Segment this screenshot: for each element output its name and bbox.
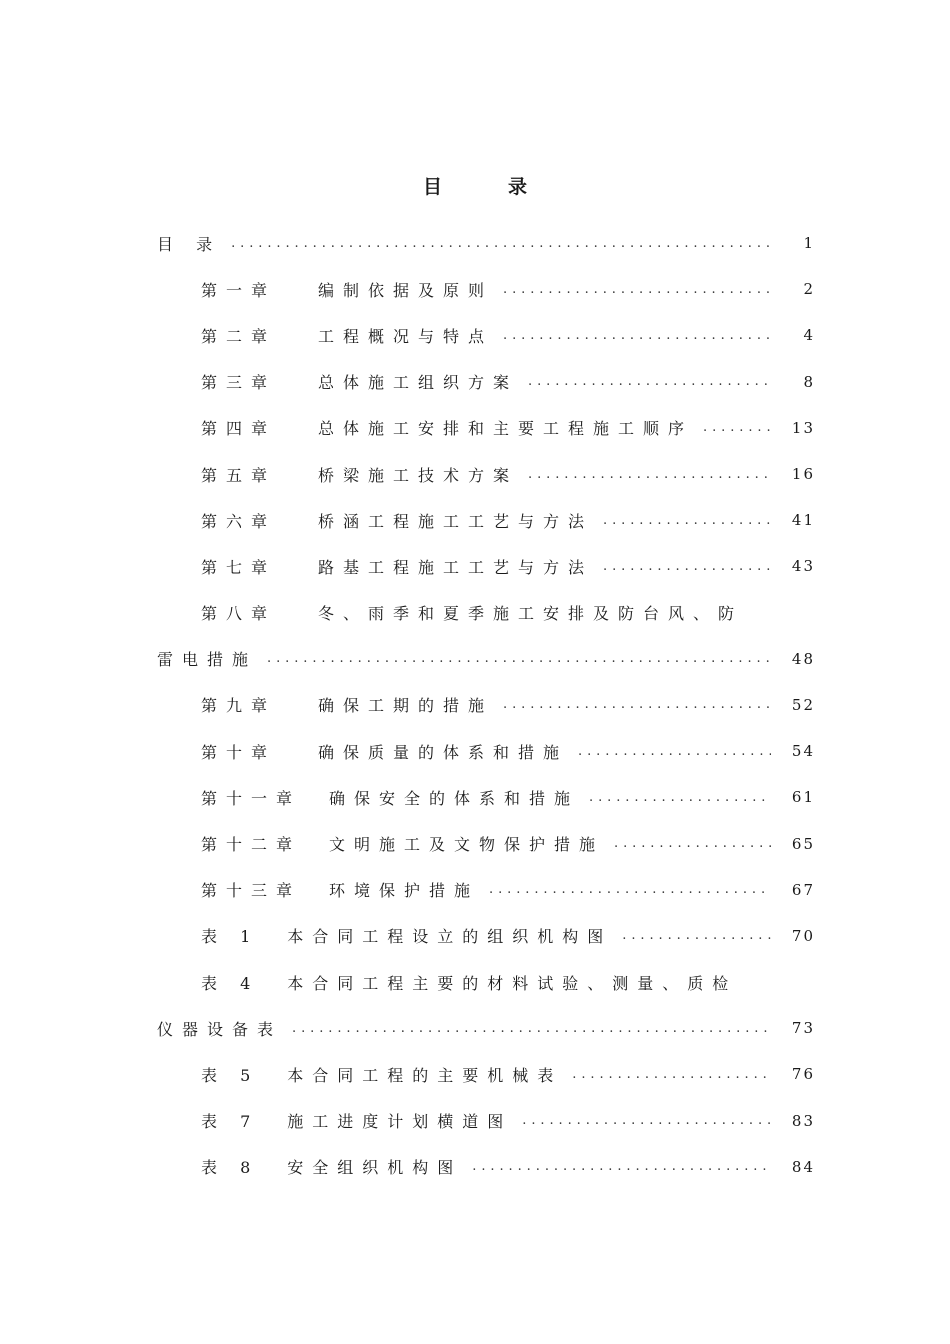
- toc-chapter-title: 安全组织机构图: [287, 1158, 463, 1178]
- toc-chapter-title: 确保安全的体系和措施: [329, 788, 580, 808]
- toc-chapter-number: 表 5: [201, 1065, 260, 1085]
- toc-page-number: 8: [803, 372, 815, 391]
- toc-chapter-title: 文明施工及文物保护措施: [329, 835, 605, 855]
- toc-entry-label: [201, 693, 493, 716]
- toc-title-char-2: 录: [508, 176, 528, 198]
- toc-dot-leader: [703, 420, 771, 435]
- toc-page-number: 43: [791, 557, 815, 576]
- toc-chapter-title: 本合同工程设立的组织机构图: [287, 927, 613, 947]
- toc-dot-leader: [603, 513, 771, 528]
- toc-chapter-title: 本合同工程的主要机械表: [287, 1065, 563, 1085]
- toc-page-number: 83: [791, 1111, 815, 1130]
- toc-entry-label: [201, 324, 493, 347]
- toc-chapter-title: 编制依据及原则: [318, 280, 494, 300]
- toc-entry-label: [201, 1109, 512, 1132]
- toc-entry[interactable]: [157, 590, 829, 636]
- toc-chapter-title: 环境保护措施: [329, 881, 480, 901]
- toc-dot-leader: [472, 1159, 771, 1174]
- toc-chapter-number: 第六章: [201, 511, 277, 531]
- toc-entry[interactable]: [157, 959, 829, 1005]
- toc-page-number: 73: [791, 1019, 815, 1038]
- toc-chapter-number: 第五章: [201, 465, 277, 485]
- toc-entry-label: [201, 924, 612, 947]
- toc-entry[interactable]: [157, 405, 829, 451]
- toc-dot-leader: [572, 1067, 771, 1082]
- toc-chapter-title: 冬、雨季和夏季施工安排及防台风、防: [318, 604, 744, 624]
- toc-chapter-number: 第四章: [201, 419, 277, 439]
- toc-chapter-number: 第十一章: [201, 788, 302, 808]
- toc-entry-label: 目 录: [157, 234, 222, 254]
- toc-chapter-title: 确保工期的措施: [318, 696, 494, 716]
- toc-list: [157, 220, 829, 1190]
- toc-entry[interactable]: [157, 913, 829, 959]
- toc-entry-label: 雷电措施: [157, 650, 258, 670]
- toc-entry[interactable]: [157, 682, 829, 728]
- toc-chapter-number: 表 4: [201, 973, 260, 993]
- toc-entry-label: [201, 832, 604, 855]
- toc-entry-label: [201, 555, 593, 578]
- toc-entry[interactable]: [157, 266, 829, 312]
- toc-dot-leader: [231, 236, 771, 251]
- toc-page-number: 70: [791, 926, 815, 945]
- toc-entry[interactable]: [157, 1098, 829, 1144]
- toc-entry-label: [201, 878, 479, 901]
- toc-chapter-title: 确保质量的体系和措施: [318, 742, 569, 762]
- toc-chapter-title: 施工进度计划横道图: [287, 1112, 513, 1132]
- toc-dot-leader: [578, 744, 771, 759]
- toc-entry-label: [201, 463, 518, 486]
- toc-chapter-number: 第七章: [201, 557, 277, 577]
- toc-dot-leader: [503, 328, 771, 343]
- toc-dot-leader: [267, 651, 771, 666]
- toc-entry[interactable]: [157, 1005, 829, 1051]
- toc-chapter-title: 路基工程施工工艺与方法: [318, 557, 594, 577]
- toc-title: [0, 172, 950, 199]
- toc-chapter-number: 第十三章: [201, 881, 302, 901]
- toc-chapter-title: 桥涵工程施工工艺与方法: [318, 511, 594, 531]
- toc-entry[interactable]: [157, 451, 829, 497]
- toc-chapter-number: 表 1: [201, 927, 260, 947]
- toc-page-number: 67: [791, 880, 815, 899]
- toc-page-number: 76: [791, 1065, 815, 1084]
- toc-dot-leader: [489, 882, 771, 897]
- toc-entry[interactable]: [157, 220, 829, 266]
- toc-chapter-number: 第二章: [201, 326, 277, 346]
- toc-dot-leader: [503, 697, 771, 712]
- toc-page-number: 16: [791, 465, 815, 484]
- toc-dot-leader: [622, 928, 771, 943]
- toc-entry-label: [201, 416, 693, 439]
- toc-dot-leader: [528, 467, 771, 482]
- toc-chapter-number: 第八章: [201, 604, 277, 624]
- toc-chapter-title: 工程概况与特点: [318, 326, 494, 346]
- toc-dot-leader: [292, 1021, 771, 1036]
- toc-entry[interactable]: [157, 867, 829, 913]
- toc-page-number: 54: [791, 742, 815, 761]
- toc-chapter-number: 第三章: [201, 373, 277, 393]
- toc-page-number: 4: [803, 326, 815, 345]
- toc-page-number: 41: [791, 511, 815, 530]
- toc-dot-leader: [503, 282, 771, 297]
- toc-dot-leader: [589, 790, 771, 805]
- toc-page-number: 52: [791, 695, 815, 714]
- toc-entry[interactable]: [157, 312, 829, 358]
- toc-chapter-title: 总体施工安排和主要工程施工顺序: [318, 419, 694, 439]
- toc-chapter-number: 第一章: [201, 280, 277, 300]
- toc-entry-label: 仪器设备表: [157, 1019, 283, 1039]
- toc-entry-label: [201, 1155, 462, 1178]
- toc-chapter-number: 第九章: [201, 696, 277, 716]
- toc-dot-leader: [522, 1113, 771, 1128]
- toc-entry-label: [201, 370, 518, 393]
- toc-entry-label: [201, 740, 568, 763]
- toc-page-number: 65: [791, 834, 815, 853]
- toc-entry[interactable]: [157, 359, 829, 405]
- toc-chapter-number: 第十章: [201, 742, 277, 762]
- toc-entry-label: [201, 601, 743, 624]
- toc-page-number: 84: [791, 1157, 815, 1176]
- toc-chapter-number: 表 8: [201, 1158, 260, 1178]
- toc-chapter-title: 总体施工组织方案: [318, 373, 519, 393]
- toc-page-number: 48: [791, 649, 815, 668]
- toc-dot-leader: [603, 559, 771, 574]
- toc-page-number: 61: [791, 788, 815, 807]
- toc-page-number: 2: [803, 280, 815, 299]
- toc-entry[interactable]: [157, 820, 829, 866]
- toc-entry-label: [201, 509, 593, 532]
- toc-title-char-1: 目: [422, 176, 442, 198]
- toc-entry[interactable]: [157, 636, 829, 682]
- toc-entry[interactable]: [157, 774, 829, 820]
- toc-entry-label: [201, 786, 579, 809]
- toc-chapter-title: 桥梁施工技术方案: [318, 465, 519, 485]
- toc-dot-leader: [528, 374, 771, 389]
- toc-entry-label: [201, 971, 737, 994]
- toc-page-number: 1: [803, 234, 815, 253]
- toc-entry[interactable]: [157, 1144, 829, 1190]
- toc-entry[interactable]: [157, 543, 829, 589]
- toc-entry[interactable]: [157, 728, 829, 774]
- toc-chapter-title: 本合同工程主要的材料试验、测量、质检: [287, 973, 738, 993]
- toc-dot-leader: [614, 836, 771, 851]
- toc-chapter-number: 第十二章: [201, 835, 302, 855]
- toc-chapter-number: 表 7: [201, 1112, 260, 1132]
- toc-entry[interactable]: [157, 497, 829, 543]
- toc-entry-label: [201, 278, 493, 301]
- toc-entry-label: [201, 1063, 562, 1086]
- toc-page-number: 13: [791, 418, 815, 437]
- toc-entry[interactable]: [157, 1051, 829, 1097]
